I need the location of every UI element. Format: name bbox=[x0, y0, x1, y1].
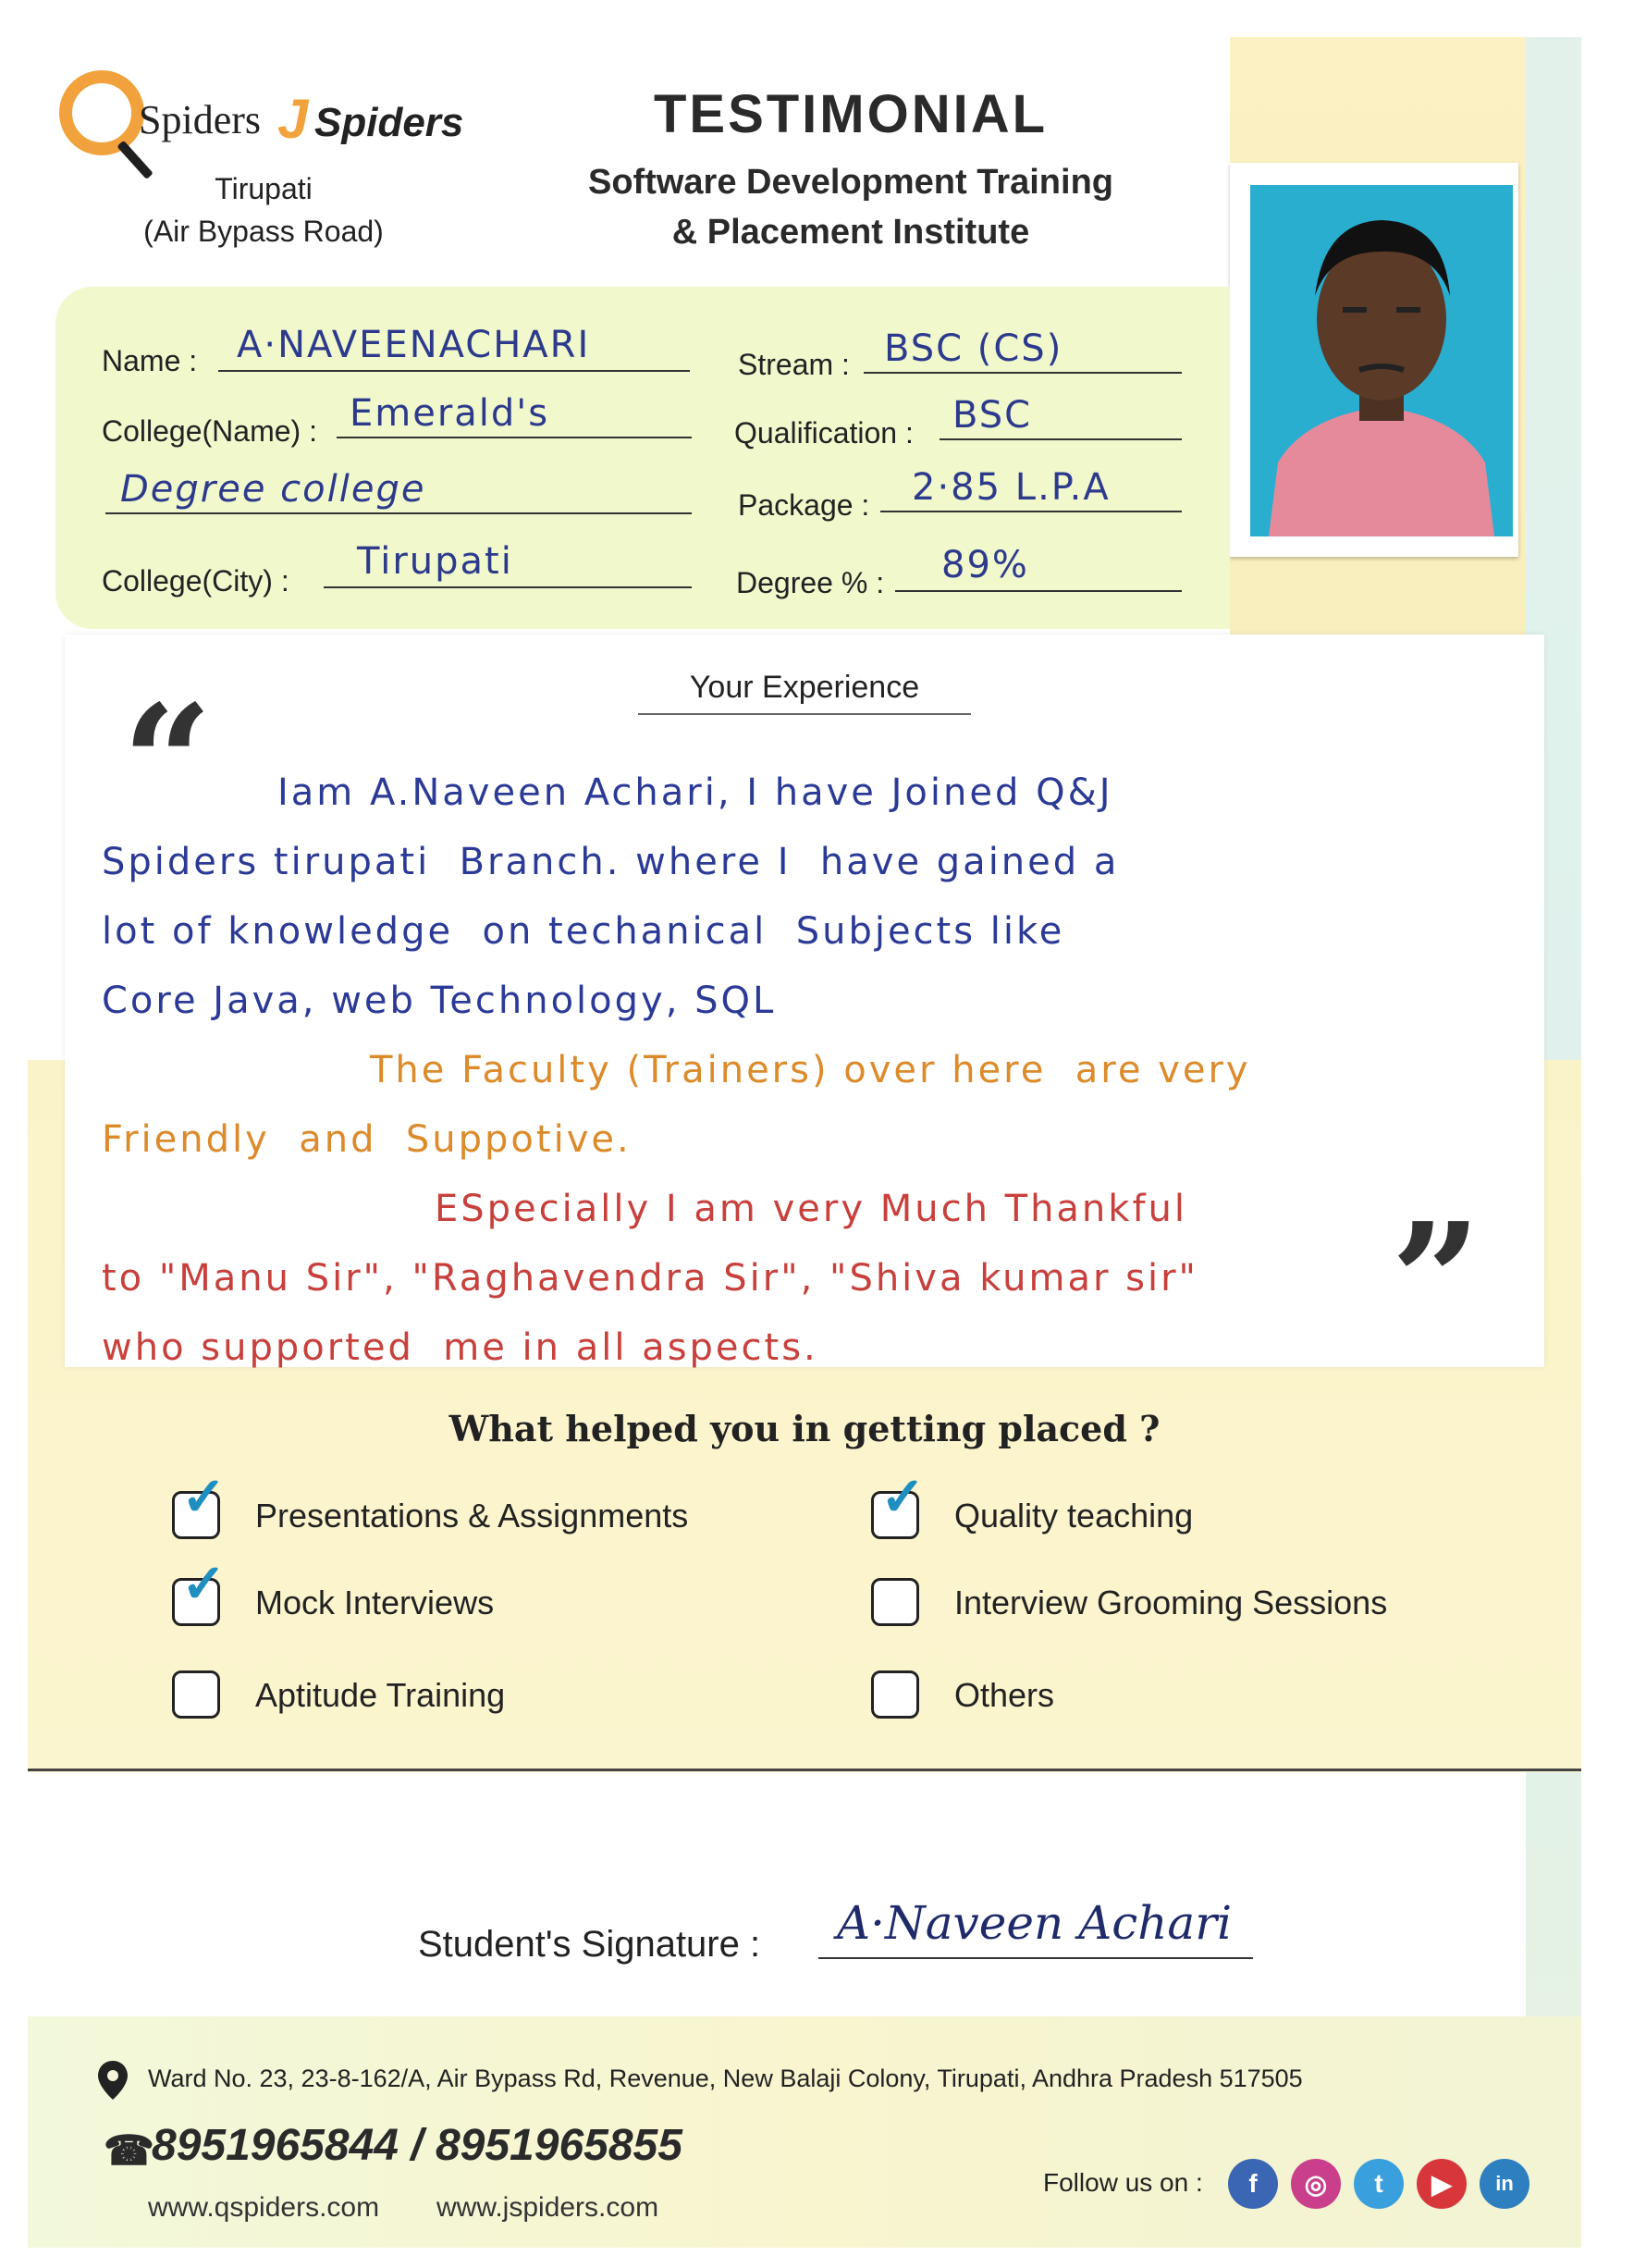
experience-line: Friendly and Suppotive. bbox=[102, 1118, 632, 1161]
checkbox-label: Others bbox=[954, 1676, 1055, 1714]
follow-label: Follow us on : bbox=[1043, 2168, 1203, 2197]
package-value: 2·85 L.P.A bbox=[912, 466, 1111, 509]
location-pin-icon bbox=[96, 2059, 129, 2106]
close-quote-icon: ” bbox=[1391, 1189, 1481, 1374]
stream-label: Stream : bbox=[738, 348, 850, 381]
website-jspiders[interactable]: www.jspiders.com bbox=[436, 2192, 659, 2223]
checkbox[interactable] bbox=[871, 1670, 919, 1719]
qspiders-logo-icon bbox=[59, 70, 144, 155]
checkmark-icon: ✓ bbox=[880, 1467, 926, 1527]
stream-value: BSC (CS) bbox=[884, 327, 1063, 370]
qualification-value: BSC bbox=[952, 394, 1033, 437]
experience-line: Spiders tirupati Branch. where I have gained a bbox=[102, 841, 1120, 883]
experience-line: The Faculty (Trainers) over here are very bbox=[370, 1049, 1251, 1091]
instagram-icon[interactable]: ◎ bbox=[1291, 2159, 1341, 2209]
facebook-icon[interactable]: f bbox=[1228, 2159, 1278, 2209]
college-city-label: College(City) : bbox=[102, 564, 289, 598]
checkmark-icon: ✓ bbox=[181, 1467, 227, 1527]
signature-line bbox=[818, 1957, 1253, 1959]
subtitle-line-2: & Placement Institute bbox=[671, 213, 1030, 252]
helped-question: What helped you in getting placed ? bbox=[448, 1408, 1161, 1449]
checkbox-label: Mock Interviews bbox=[255, 1584, 495, 1621]
signature-label: Student's Signature : bbox=[418, 1924, 761, 1965]
college-name-value: Emerald's bbox=[350, 392, 550, 435]
name-value: A·NAVEENACHARI bbox=[237, 324, 591, 366]
checkmark-icon: ✓ bbox=[181, 1554, 227, 1614]
experience-line: lot of knowledge on techanical Subjects like bbox=[102, 910, 1065, 953]
website-qspiders[interactable]: www.qspiders.com bbox=[148, 2192, 380, 2223]
name-label: Name : bbox=[102, 344, 198, 377]
footer-phone: 8951965844 / 8951965855 bbox=[152, 2121, 682, 2170]
logo-qspiders-text: Spiders bbox=[139, 97, 261, 142]
experience-lines bbox=[102, 758, 1507, 1383]
experience-line: Iam A.Naveen Achari, I have Joined Q&J bbox=[277, 771, 1113, 814]
qualification-label: Qualification : bbox=[734, 416, 914, 450]
youtube-icon[interactable]: ▶ bbox=[1417, 2159, 1467, 2209]
package-label: Package : bbox=[738, 488, 870, 522]
degree-label: Degree % : bbox=[736, 566, 885, 599]
twitter-icon[interactable]: t bbox=[1354, 2159, 1404, 2209]
checkbox-label: Quality teaching bbox=[954, 1497, 1194, 1535]
footer-address: Ward No. 23, 23-8-162/A, Air Bypass Rd, Revenue, New Balaji Colony, Tirupati, Andhra Pradesh 517505 bbox=[148, 2065, 1303, 2092]
checkbox[interactable] bbox=[871, 1578, 919, 1626]
college-name-label: College(Name) : bbox=[102, 414, 317, 448]
logo-jspiders-text: Spiders bbox=[314, 100, 464, 145]
linkedin-icon[interactable]: in bbox=[1480, 2159, 1529, 2209]
student-photo-icon bbox=[1250, 185, 1513, 536]
experience-text bbox=[102, 758, 1507, 1383]
checkbox-label: Aptitude Training bbox=[255, 1676, 506, 1714]
degree-value: 89% bbox=[941, 544, 1029, 586]
subtitle-line-1: Software Development Training bbox=[588, 163, 1113, 202]
college-name-value-2: Degree college bbox=[120, 468, 426, 511]
checkbox-label: Interview Grooming Sessions bbox=[954, 1584, 1388, 1621]
phone-icon: ☎ bbox=[104, 2128, 154, 2174]
experience-line: who supported me in all aspects. bbox=[102, 1326, 818, 1369]
logo-j-letter: J bbox=[277, 88, 309, 150]
experience-line: ESpecially I am very Much Thankful bbox=[435, 1188, 1187, 1230]
degree-line bbox=[895, 544, 1182, 592]
experience-line: Core Java, web Technology, SQL bbox=[102, 980, 777, 1022]
student-photo bbox=[1250, 185, 1513, 536]
college-city-value: Tirupati bbox=[357, 540, 513, 583]
section-divider bbox=[28, 1769, 1581, 1771]
student-signature: A·Naveen Achari bbox=[837, 1896, 1233, 1950]
experience-line: to "Manu Sir", "Raghavendra Sir", "Shiva kumar sir" bbox=[102, 1257, 1198, 1300]
branch-area: (Air Bypass Road) bbox=[143, 215, 384, 248]
branch-city: Tirupati bbox=[215, 172, 313, 205]
checkbox-label: Presentations & Assignments bbox=[255, 1497, 689, 1535]
page-title: TESTIMONIAL bbox=[653, 84, 1049, 144]
checkbox[interactable] bbox=[172, 1670, 220, 1719]
open-quote-icon: “ bbox=[122, 671, 213, 856]
experience-heading: Your Experience bbox=[638, 670, 971, 715]
